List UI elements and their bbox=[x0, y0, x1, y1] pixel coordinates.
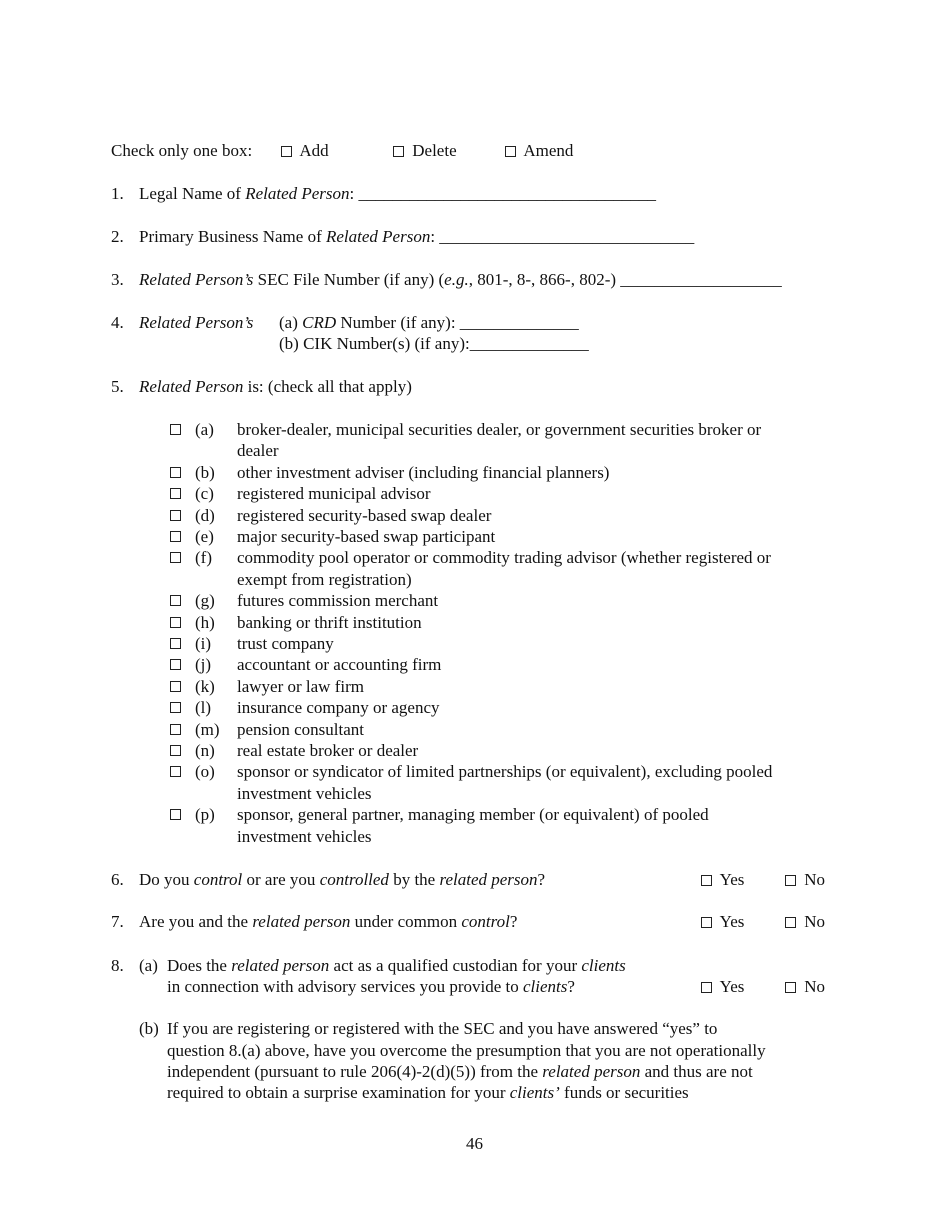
delete-label: Delete bbox=[412, 141, 457, 160]
q5-option-checkbox[interactable] bbox=[170, 702, 181, 713]
q7-t1: Are you and the bbox=[139, 912, 253, 931]
q5-option-checkbox[interactable] bbox=[170, 467, 181, 478]
q1-em: Related Person bbox=[245, 184, 350, 203]
add-checkbox[interactable] bbox=[281, 146, 292, 157]
q5-option-text: commodity pool operator or commodity trading advisor (whether registered or bbox=[237, 548, 771, 568]
q5-option-text: lawyer or law firm bbox=[237, 676, 364, 696]
q3-sec-file-number[interactable] bbox=[139, 269, 782, 290]
q7-yes-label: Yes bbox=[719, 912, 745, 931]
q5-option-checkbox[interactable] bbox=[170, 531, 181, 542]
q5-option-checkbox[interactable] bbox=[170, 681, 181, 692]
q8a-line1 bbox=[167, 955, 626, 976]
q7-no-option[interactable] bbox=[785, 911, 825, 932]
q6-t3: by the bbox=[388, 870, 440, 889]
q5-option-letter: (n) bbox=[195, 741, 215, 760]
q5-number: 5. bbox=[111, 377, 124, 396]
q5-option-text: registered municipal advisor bbox=[237, 484, 431, 504]
q4a-blank[interactable]: Number (if any): ______________ bbox=[336, 313, 579, 332]
q5-option-checkbox[interactable] bbox=[170, 809, 181, 820]
q5-option-checkbox[interactable] bbox=[170, 424, 181, 435]
q5-text: is: (check all that apply) bbox=[243, 377, 412, 396]
q5-option-letter: (e) bbox=[195, 527, 214, 546]
q6-question bbox=[139, 869, 545, 890]
q6-no-label: No bbox=[804, 870, 826, 889]
q5-option-text: trust company bbox=[237, 634, 334, 653]
q8a-no-checkbox[interactable] bbox=[785, 982, 796, 993]
q5-option-checkbox[interactable] bbox=[170, 617, 181, 628]
q4-label bbox=[139, 312, 253, 333]
q5-option-text: sponsor or syndicator of limited partnerships (or equivalent), excluding pooled bbox=[237, 762, 773, 782]
q7-no-label: No bbox=[804, 912, 826, 931]
q6-e1: control bbox=[193, 870, 243, 889]
q7-t3: ? bbox=[509, 912, 518, 931]
q5-option-text: sponsor, general partner, managing member (or equivalent) of pooled bbox=[237, 805, 709, 825]
delete-option[interactable] bbox=[393, 140, 457, 161]
q4b-cik-number[interactable]: (b) CIK Number(s) (if any):______________ bbox=[279, 334, 589, 353]
check-one-box-row bbox=[111, 140, 252, 161]
q4a-prefix: (a) bbox=[279, 313, 303, 332]
q5-option-letter: (k) bbox=[195, 676, 215, 696]
q2-blank[interactable]: : ______________________________ bbox=[430, 227, 695, 246]
q2-text: Primary Business Name of bbox=[139, 227, 326, 246]
q5-option-text: pension consultant bbox=[237, 719, 365, 739]
q5-option-letter: (d) bbox=[195, 505, 215, 525]
q5-option-text: insurance company or agency bbox=[237, 698, 440, 718]
q5-option-checkbox[interactable] bbox=[170, 745, 181, 756]
q5-option-letter: (c) bbox=[195, 484, 214, 504]
q6-yes-checkbox[interactable] bbox=[701, 875, 712, 886]
q6-yes-label: Yes bbox=[719, 870, 745, 889]
q6-e3: related person bbox=[439, 870, 538, 889]
q5-option-letter: (i) bbox=[195, 634, 212, 653]
q7-e2: control bbox=[461, 912, 510, 931]
q5-option-checkbox[interactable] bbox=[170, 595, 181, 606]
q6-e2: controlled bbox=[319, 870, 389, 889]
q5-option-checkbox[interactable] bbox=[170, 724, 181, 735]
q8b-l4-e1: clients’ bbox=[509, 1083, 560, 1102]
q3-number: 3. bbox=[111, 270, 124, 289]
q8a-no-option[interactable] bbox=[785, 976, 825, 997]
q5-option-letter: (l) bbox=[195, 698, 212, 718]
q6-number: 6. bbox=[111, 870, 124, 889]
q5-option-checkbox[interactable] bbox=[170, 552, 181, 563]
q2-em: Related Person bbox=[325, 227, 431, 246]
q8a-l1-t1: Does the bbox=[167, 956, 232, 975]
q4-em: Related Person’s bbox=[139, 313, 254, 332]
q3-eg: e.g. bbox=[444, 270, 469, 289]
q8a-l2-t1: in connection with advisory services you provide to bbox=[167, 977, 523, 996]
q8a-l2-t2: ? bbox=[567, 977, 575, 996]
q4a-crd-number[interactable] bbox=[279, 312, 579, 333]
q5-option-checkbox[interactable] bbox=[170, 638, 181, 649]
q5-option-text: futures commission merchant bbox=[237, 591, 439, 611]
q5-option-letter: (j) bbox=[195, 655, 212, 675]
q5-option-letter: (g) bbox=[195, 591, 215, 611]
q7-question bbox=[139, 911, 517, 932]
q7-t2: under common bbox=[350, 912, 462, 931]
q8a-no-label: No bbox=[804, 977, 826, 996]
amend-label: Amend bbox=[523, 141, 574, 160]
q8a-l2-e1: clients bbox=[522, 977, 568, 996]
q5-option-letter: (a) bbox=[195, 420, 214, 439]
q5-option-checkbox[interactable] bbox=[170, 510, 181, 521]
q7-no-checkbox[interactable] bbox=[785, 917, 796, 928]
amend-option[interactable] bbox=[505, 140, 573, 161]
add-option[interactable] bbox=[281, 140, 329, 161]
q7-yes-checkbox[interactable] bbox=[701, 917, 712, 928]
q3-em: Related Person’s bbox=[139, 270, 254, 289]
q5-option-text: investment vehicles bbox=[237, 826, 372, 846]
q8b-line3 bbox=[167, 1061, 753, 1082]
q5-option-letter: (f) bbox=[195, 548, 212, 568]
q5-option-text: broker-dealer, municipal securities dealer, or government securities broker or bbox=[237, 420, 762, 439]
q5-option-text: major security-based swap participant bbox=[237, 527, 496, 546]
q5-option-text: exempt from registration) bbox=[237, 569, 412, 589]
check-one-label: Check only one box: bbox=[111, 141, 253, 160]
q5-option-letter: (m) bbox=[195, 719, 220, 739]
q5-option-text: banking or thrift institution bbox=[237, 612, 422, 632]
q1-text: Legal Name of bbox=[139, 184, 246, 203]
q4-number: 4. bbox=[111, 313, 124, 332]
q8b-l4-t1: required to obtain a surprise examination for your bbox=[167, 1083, 510, 1102]
q8a-yes-label: Yes bbox=[719, 977, 745, 996]
q7-e1: related person bbox=[252, 912, 351, 931]
q2-primary-business-name[interactable] bbox=[139, 226, 694, 247]
q8a-letter: (a) bbox=[139, 956, 158, 975]
page-number: 46 bbox=[466, 1134, 483, 1153]
q7-yes-option[interactable] bbox=[701, 911, 744, 932]
q5-option-checkbox[interactable] bbox=[170, 766, 181, 777]
q5-option-checkbox[interactable] bbox=[170, 659, 181, 670]
q6-t1: Do you bbox=[139, 870, 194, 889]
q8b-l4-t2: funds or securities bbox=[559, 1083, 689, 1102]
q1-blank[interactable]: : ___________________________________ bbox=[349, 184, 657, 203]
q5-option-text: investment vehicles bbox=[237, 783, 372, 803]
q8a-l1-e1: related person bbox=[231, 956, 330, 975]
q5-option-text: dealer bbox=[237, 441, 279, 461]
q5-em: Related Person bbox=[139, 377, 244, 396]
q8b-letter: (b) bbox=[139, 1019, 159, 1038]
q6-t2: or are you bbox=[242, 870, 320, 889]
q3-text: SEC File Number (if any) ( bbox=[253, 270, 445, 289]
q5-option-letter: (o) bbox=[195, 762, 215, 782]
add-label: Add bbox=[299, 141, 329, 160]
q5-option-text: other investment adviser (including financial planners) bbox=[237, 462, 610, 482]
q6-no-checkbox[interactable] bbox=[785, 875, 796, 886]
q5-option-letter: (p) bbox=[195, 805, 215, 825]
delete-checkbox[interactable] bbox=[393, 146, 404, 157]
q3-blank[interactable]: , 801-, 8-, 866-, 802-) ___________________ bbox=[468, 270, 782, 289]
q6-no-option[interactable] bbox=[785, 869, 825, 890]
q6-yes-option[interactable] bbox=[701, 869, 744, 890]
q8a-l1-e2: clients bbox=[581, 956, 626, 975]
q6-t4: ? bbox=[537, 870, 546, 889]
amend-checkbox[interactable] bbox=[505, 146, 516, 157]
q4a-em: CRD bbox=[302, 313, 337, 332]
q8a-yes-option[interactable] bbox=[701, 976, 744, 997]
q5-option-letter: (h) bbox=[195, 612, 215, 632]
q8b-line4 bbox=[167, 1082, 689, 1103]
q1-legal-name[interactable] bbox=[139, 183, 656, 204]
q5-option-text: real estate broker or dealer bbox=[237, 741, 419, 760]
q7-number: 7. bbox=[111, 912, 124, 931]
q1-number: 1. bbox=[111, 184, 124, 203]
q5-option-text: accountant or accounting firm bbox=[237, 655, 442, 675]
q8a-line2 bbox=[167, 976, 575, 997]
q2-number: 2. bbox=[111, 227, 124, 246]
q8b-l3-e1: related person bbox=[542, 1062, 641, 1081]
q5-label bbox=[139, 376, 412, 397]
q8b-line1: If you are registering or registered with the SEC and you have answered “yes” to bbox=[167, 1019, 718, 1038]
q5-option-text: registered security-based swap dealer bbox=[237, 505, 492, 525]
q8-number: 8. bbox=[111, 956, 124, 975]
q5-option-checkbox[interactable] bbox=[170, 488, 181, 499]
q8b-l3-t1: independent (pursuant to rule 206(4)-2(d)(5)) from the bbox=[167, 1062, 543, 1081]
q8b-line2: question 8.(a) above, have you overcome the presumption that you are not operationally bbox=[167, 1041, 766, 1060]
q8a-l1-t2: act as a qualified custodian for your bbox=[329, 956, 582, 975]
q8b-l3-t2: and thus are not bbox=[640, 1062, 753, 1081]
q5-option-letter: (b) bbox=[195, 462, 215, 482]
q8a-yes-checkbox[interactable] bbox=[701, 982, 712, 993]
